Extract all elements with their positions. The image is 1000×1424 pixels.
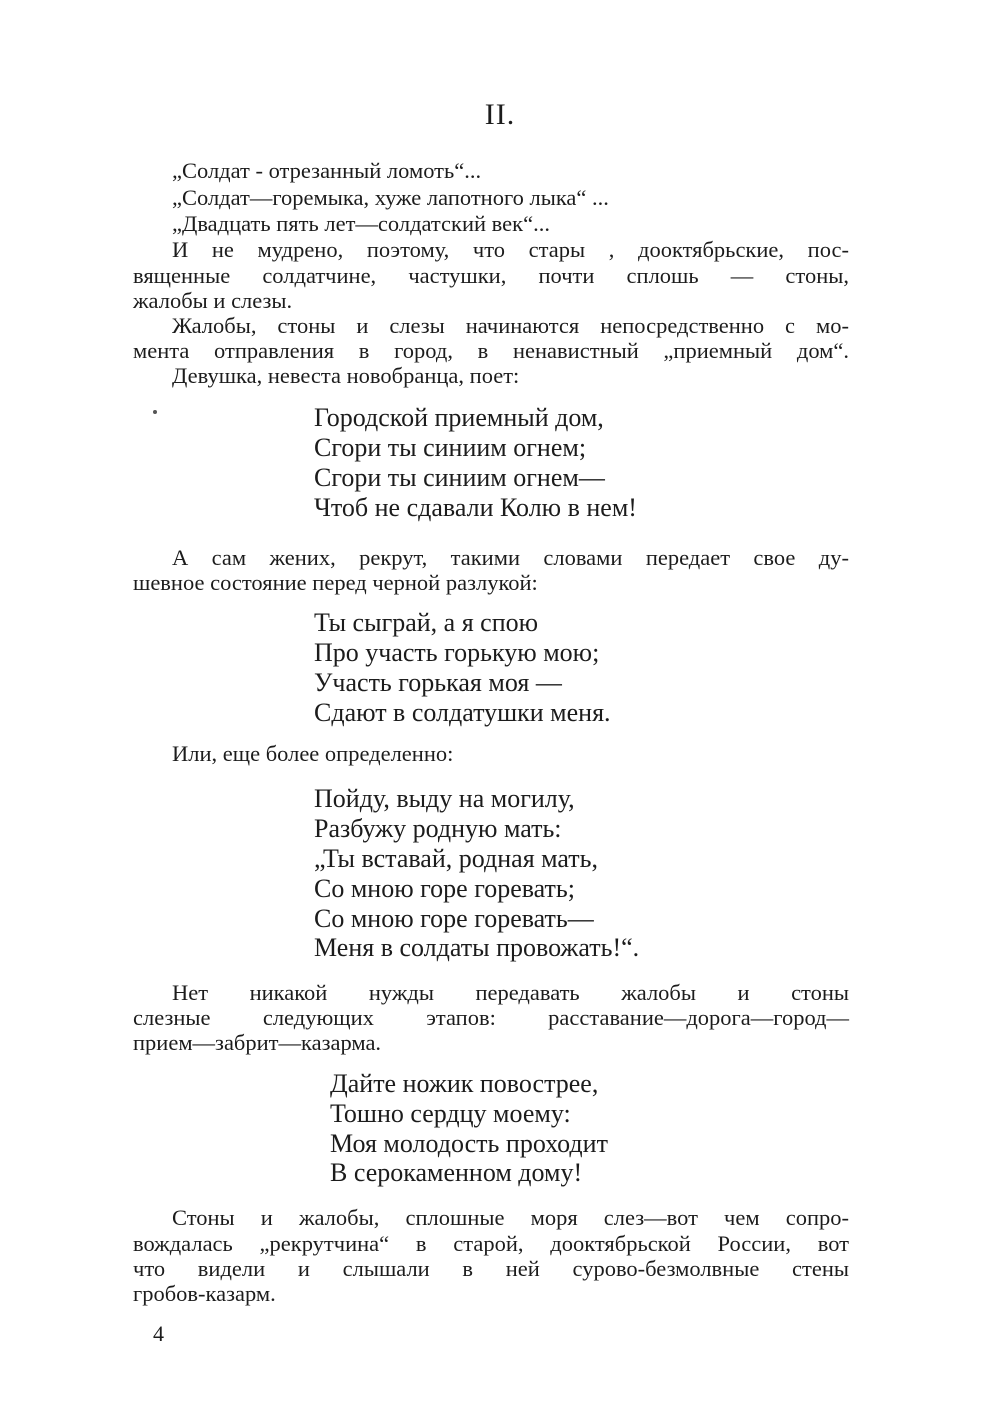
paragraph-line: прием—забрит—казарма. <box>133 1030 382 1055</box>
verse-line: Тошно сердцу моему: <box>330 1099 571 1128</box>
intro-quote: „Солдат - отрезанный ломоть“... <box>172 158 482 183</box>
verse-line: Разбужу родную мать: <box>314 814 562 843</box>
page-number: 4 <box>153 1321 164 1346</box>
paragraph-line: слезные следующих этапов: расставание—дорога—город— <box>133 1005 849 1030</box>
verse-line: Со мною горе горевать— <box>314 904 594 933</box>
verse-line: Моя молодость проходит <box>330 1129 608 1158</box>
verse-line: Дайте ножик повострее, <box>330 1069 599 1098</box>
verse-line: Ты сыграй, а я спою <box>314 608 539 637</box>
intro-quote: „Двадцать пять лет—солдатский век“... <box>172 211 550 236</box>
verse-line: Сдают в солдатушки меня. <box>314 698 611 727</box>
verse-line: В серокаменном дому! <box>330 1158 583 1187</box>
paragraph-line: Девушка, невеста новобранца, поет: <box>172 363 520 388</box>
print-speck <box>153 410 157 414</box>
intro-quote: „Солдат—горемыка, хуже лапотного лыка“ ... <box>172 185 609 210</box>
paragraph-line: Стоны и жалобы, сплошные моря слез—вот чем сопро- <box>172 1205 849 1230</box>
paragraph-line: жалобы и слезы. <box>133 288 293 313</box>
verse-line: „Ты вставай, родная мать, <box>314 844 599 873</box>
paragraph-line: И не мудрено, поэтому, что стары , доoктябрьские, пос- <box>172 237 849 262</box>
verse-line: Со мною горе горевать; <box>314 874 575 903</box>
verse-line: Сгори ты синиим огнем; <box>314 433 587 462</box>
paragraph-line: вященные солдатчине, частушки, почти сплошь — стоны, <box>133 263 849 288</box>
verse-line: Чтоб не сдавали Колю в нем! <box>314 493 637 522</box>
paragraph-line: А сам жених, рекрут, такими словами передает свое ду- <box>172 545 849 570</box>
verse-line: Меня в солдаты провожать!“. <box>314 933 640 962</box>
paragraph-line: Или, еще более определенно: <box>172 741 454 766</box>
paragraph-line: мента отправления в город, в ненавистный „приемный дом“. <box>133 338 849 363</box>
chapter-heading: II. <box>484 98 516 131</box>
paragraph-line: Нет никакой нужды передавать жалобы и стоны <box>172 980 849 1005</box>
verse-line: Городской приемный дом, <box>314 403 604 432</box>
verse-line: Пойду, выду на могилу, <box>314 784 575 813</box>
paragraph-line: Жалобы, стоны и слезы начинаются непосредственно с мо- <box>172 313 849 338</box>
paragraph-line: что видели и слышали в ней сурово-безмолвные стены <box>133 1256 849 1281</box>
paragraph-line: гробов-казарм. <box>133 1281 276 1306</box>
verse-line: Участь горькая моя — <box>314 668 562 697</box>
paragraph-line: шевное состояние перед черной разлукой: <box>133 570 538 595</box>
verse-line: Сгори ты синиим огнем— <box>314 463 605 492</box>
paragraph-line: вождалась „рекрутчина“ в старой, доoктябрьской России, вот <box>133 1231 849 1256</box>
verse-line: Про участь горькую мою; <box>314 638 600 667</box>
